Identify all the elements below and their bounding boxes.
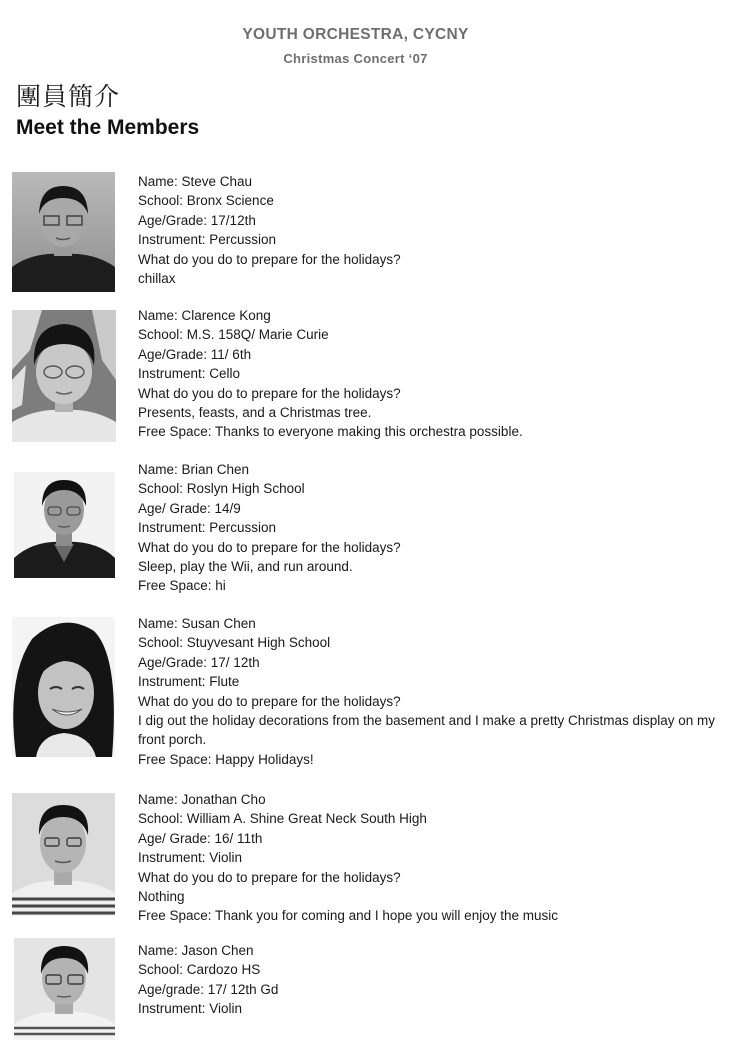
holiday-answer: Sleep, play the Wii, and run around.: [138, 559, 353, 575]
member-instrument: Instrument: Violin: [138, 850, 243, 866]
member-instrument: Instrument: Violin: [138, 1001, 243, 1017]
free-space: Free Space: hi: [138, 578, 226, 594]
member-info: [138, 941, 737, 1019]
member-age-grade: Age/grade: 17/ 12th Gd: [138, 981, 279, 997]
holiday-answer: I dig out the holiday decorations from the basement and I make a pretty Christmas display on my front porch.: [138, 713, 716, 748]
holiday-answer: Presents, feasts, and a Christmas tree.: [138, 405, 372, 421]
member-school: School: Bronx Science: [138, 193, 274, 209]
free-space: Free Space: Thank you for coming and I hope you will enjoy the music: [138, 908, 558, 924]
member-school: School: William A. Shine Great Neck South High: [138, 811, 427, 827]
free-space: Free Space: Happy Holidays!: [138, 751, 314, 767]
member-instrument: Instrument: Percussion: [138, 520, 277, 536]
holiday-question: What do you do to prepare for the holidays?: [138, 385, 401, 401]
member-card: [12, 616, 737, 767]
member-photo: [12, 172, 115, 292]
section-title: Meet the Members: [16, 116, 200, 139]
page-header: [0, 26, 711, 67]
member-name: Name: Brian Chen: [138, 462, 250, 477]
member-name: Name: Steve Chau: [138, 174, 253, 189]
member-info: [138, 172, 737, 288]
member-card: [12, 462, 737, 594]
holiday-question: What do you do to prepare for the holidays?: [138, 251, 401, 267]
member-school: School: Cardozo HS: [138, 962, 261, 978]
member-school: School: Stuyvesant High School: [138, 635, 331, 651]
member-age-grade: Age/ Grade: 14/9: [138, 500, 241, 516]
holiday-question: What do you do to prepare for the holidays?: [138, 693, 401, 709]
member-name: Name: Jonathan Cho: [138, 792, 266, 807]
member-card: [12, 172, 737, 292]
member-info: [138, 306, 737, 442]
free-space: Free Space: Thanks to everyone making this orchestra possible.: [138, 424, 523, 440]
member-age-grade: Age/ Grade: 16/ 11th: [138, 830, 263, 846]
holiday-question: What do you do to prepare for the holidays?: [138, 539, 401, 555]
holiday-answer: Nothing: [138, 889, 185, 905]
member-name: Name: Jason Chen: [138, 943, 254, 958]
member-info: [138, 460, 737, 596]
holiday-answer: chillax: [138, 271, 176, 287]
member-name: Name: Clarence Kong: [138, 308, 271, 323]
holiday-question: What do you do to prepare for the holidays?: [138, 869, 401, 885]
member-card: [12, 792, 737, 924]
section-title-chinese: 團員簡介: [16, 82, 121, 111]
member-photo: [14, 472, 115, 578]
member-photo: [12, 793, 115, 916]
member-photo: [12, 617, 115, 757]
member-card: [12, 310, 737, 442]
member-age-grade: Age/Grade: 17/12th: [138, 212, 256, 228]
member-school: School: Roslyn High School: [138, 481, 305, 497]
concert-subtitle: Christmas Concert ‘07: [283, 51, 428, 66]
member-name: Name: Susan Chen: [138, 616, 256, 631]
member-info: [138, 790, 737, 926]
member-instrument: Instrument: Percussion: [138, 232, 277, 248]
member-card: [12, 938, 737, 1040]
member-photo: [12, 310, 116, 442]
member-age-grade: Age/Grade: 17/ 12th: [138, 654, 260, 670]
member-instrument: Instrument: Cello: [138, 366, 241, 382]
member-school: School: M.S. 158Q/ Marie Curie: [138, 327, 329, 343]
member-info: [138, 614, 737, 769]
member-photo: [14, 938, 115, 1040]
member-age-grade: Age/Grade: 11/ 6th: [138, 346, 252, 362]
member-instrument: Instrument: Flute: [138, 674, 240, 690]
orchestra-title: YOUTH ORCHESTRA, CYCNY: [242, 26, 469, 43]
